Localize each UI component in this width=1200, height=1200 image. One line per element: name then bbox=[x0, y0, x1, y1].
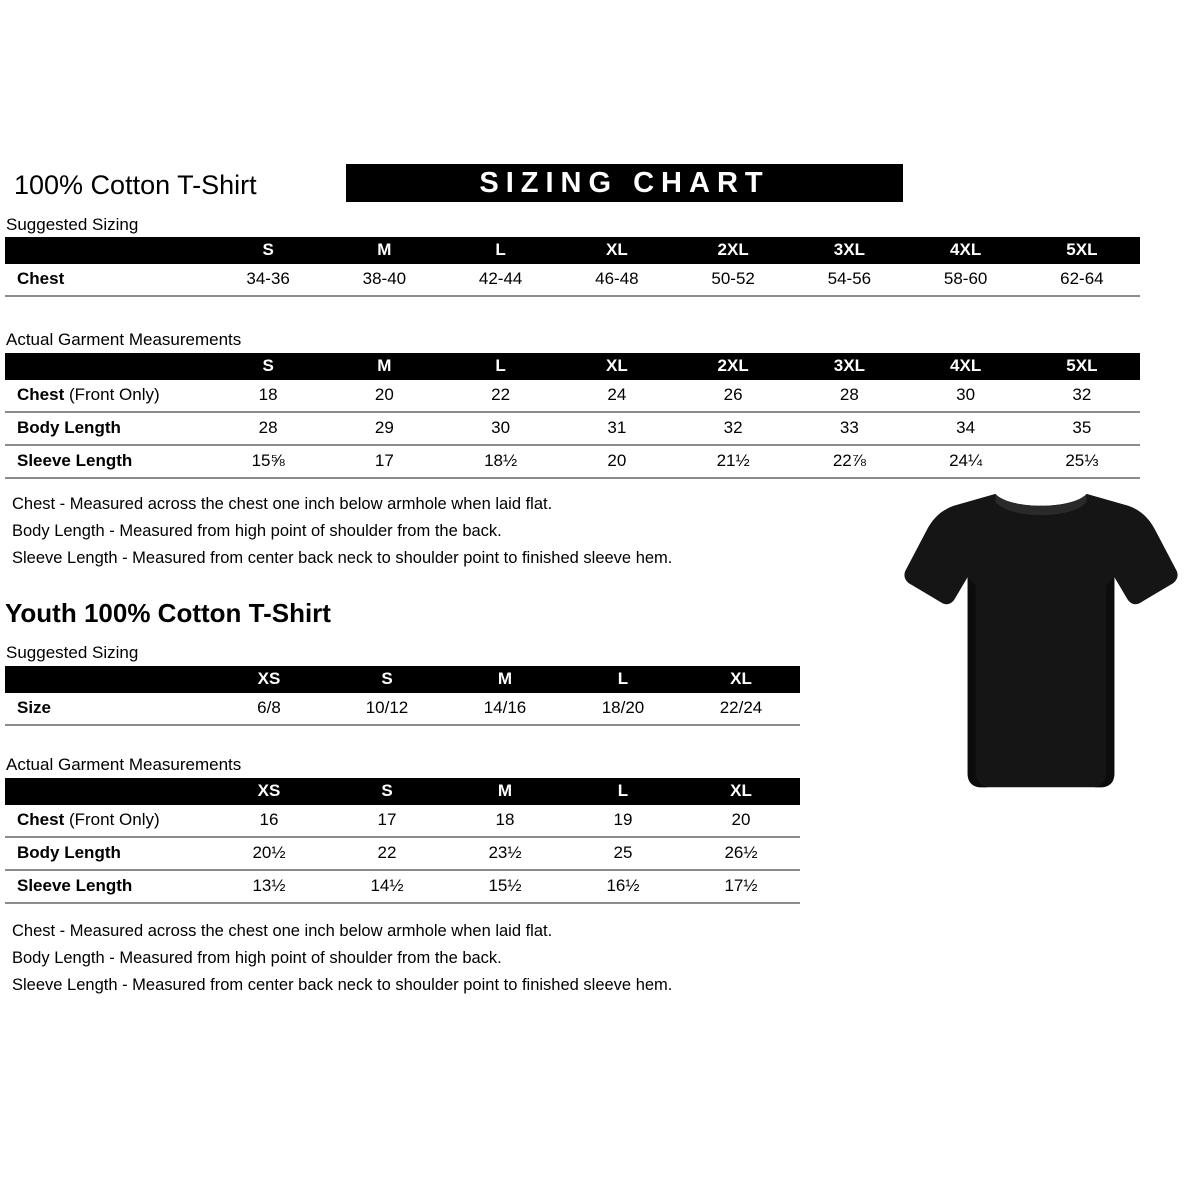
value-cell: 26 bbox=[675, 380, 791, 412]
table-row-body-length bbox=[5, 837, 800, 870]
value-cell: 30 bbox=[443, 412, 559, 445]
adult-actual-measurements-label: Actual Garment Measurements bbox=[6, 330, 242, 349]
value-cell: 19 bbox=[564, 805, 682, 837]
corner-cell bbox=[5, 666, 210, 693]
sizing-chart-banner-label: SIZING CHART bbox=[479, 166, 770, 199]
value-cell: 6/8 bbox=[210, 693, 328, 725]
value-cell: 28 bbox=[791, 380, 907, 412]
size-col-header-5xl: 5XL bbox=[1024, 353, 1140, 380]
value-cell: 18/20 bbox=[564, 693, 682, 725]
size-col-header-s: S bbox=[328, 666, 446, 693]
note-sleeve-length: Sleeve Length - Measured from center back neck to shoulder point to finished sleeve hem. bbox=[12, 549, 673, 567]
size-col-header-m: M bbox=[446, 778, 564, 805]
value-cell: 29 bbox=[326, 412, 442, 445]
youth-actual-measurements-table bbox=[5, 778, 800, 904]
size-col-header-m: M bbox=[326, 237, 442, 264]
size-col-header-xs: XS bbox=[210, 666, 328, 693]
row-label-sleeve-length: Sleeve Length bbox=[5, 870, 210, 903]
row-label-note: (Front Only) bbox=[68, 385, 160, 404]
row-label-body-length: Body Length bbox=[5, 837, 210, 870]
value-cell: 16½ bbox=[564, 870, 682, 903]
table-row-chest bbox=[5, 264, 1140, 296]
value-cell: 31 bbox=[559, 412, 675, 445]
youth-measurement-notes bbox=[12, 918, 1200, 999]
value-cell: 17 bbox=[328, 805, 446, 837]
corner-cell bbox=[5, 353, 210, 380]
value-cell: 20 bbox=[682, 805, 800, 837]
row-label-text: Chest bbox=[17, 810, 65, 829]
size-col-header-3xl: 3XL bbox=[791, 237, 907, 264]
note-chest: Chest - Measured across the chest one inch below armhole when laid flat. bbox=[12, 495, 553, 513]
note-body-length: Body Length - Measured from high point of shoulder from the back. bbox=[12, 522, 502, 540]
value-cell: 15⅝ bbox=[210, 445, 326, 478]
value-cell: 26½ bbox=[682, 837, 800, 870]
black-tshirt-image bbox=[892, 476, 1190, 818]
note-chest: Chest - Measured across the chest one inch below armhole when laid flat. bbox=[12, 922, 553, 940]
table-row-sleeve-length bbox=[5, 870, 800, 903]
chest-value-s: 34-36 bbox=[210, 264, 326, 296]
chest-value-l: 42-44 bbox=[443, 264, 559, 296]
size-col-header-m: M bbox=[446, 666, 564, 693]
size-col-header-xl: XL bbox=[559, 237, 675, 264]
adult-suggested-sizing-table bbox=[5, 237, 1140, 297]
youth-actual-header-row bbox=[5, 778, 800, 805]
value-cell: 24 bbox=[559, 380, 675, 412]
page-title: 100% Cotton T-Shirt bbox=[14, 170, 257, 200]
value-cell: 13½ bbox=[210, 870, 328, 903]
adult-actual-header-row bbox=[5, 353, 1140, 380]
size-col-header-s: S bbox=[328, 778, 446, 805]
value-cell: 17 bbox=[326, 445, 442, 478]
youth-actual-measurements-label: Actual Garment Measurements bbox=[6, 755, 242, 774]
size-col-header-xl: XL bbox=[559, 353, 675, 380]
value-cell: 30 bbox=[908, 380, 1024, 412]
corner-cell bbox=[5, 237, 210, 264]
size-col-header-3xl: 3XL bbox=[791, 353, 907, 380]
tshirt-graphic bbox=[892, 476, 1190, 818]
row-label-chest-front bbox=[5, 380, 210, 412]
value-cell: 17½ bbox=[682, 870, 800, 903]
size-col-header-2xl: 2XL bbox=[675, 237, 791, 264]
header bbox=[14, 166, 1200, 208]
sizing-chart-banner bbox=[346, 164, 903, 202]
size-col-header-2xl: 2XL bbox=[675, 353, 791, 380]
row-label-chest: Chest bbox=[5, 264, 210, 296]
corner-cell bbox=[5, 778, 210, 805]
value-cell: 14/16 bbox=[446, 693, 564, 725]
table-row-chest-front bbox=[5, 380, 1140, 412]
size-col-header-m: M bbox=[326, 353, 442, 380]
youth-suggested-sizing-table bbox=[5, 666, 800, 726]
adult-actual-measurements-table bbox=[5, 353, 1140, 479]
table-row-youth-size bbox=[5, 693, 800, 725]
adult-suggested-sizing-label: Suggested Sizing bbox=[6, 215, 139, 234]
value-cell: 22 bbox=[443, 380, 559, 412]
size-col-header-xs: XS bbox=[210, 778, 328, 805]
value-cell: 15½ bbox=[446, 870, 564, 903]
chest-value-4xl: 58-60 bbox=[908, 264, 1024, 296]
value-cell: 20 bbox=[326, 380, 442, 412]
chest-value-2xl: 50-52 bbox=[675, 264, 791, 296]
value-cell: 21½ bbox=[675, 445, 791, 478]
value-cell: 25⅓ bbox=[1024, 445, 1140, 478]
value-cell: 24¼ bbox=[908, 445, 1024, 478]
row-label-sleeve-length: Sleeve Length bbox=[5, 445, 210, 478]
chest-value-m: 38-40 bbox=[326, 264, 442, 296]
table-row-sleeve-length bbox=[5, 445, 1140, 478]
row-label-chest-front bbox=[5, 805, 210, 837]
value-cell: 28 bbox=[210, 412, 326, 445]
chest-value-3xl: 54-56 bbox=[791, 264, 907, 296]
value-cell: 22⅞ bbox=[791, 445, 907, 478]
value-cell: 22 bbox=[328, 837, 446, 870]
value-cell: 14½ bbox=[328, 870, 446, 903]
youth-suggested-header-row bbox=[5, 666, 800, 693]
size-col-header-l: L bbox=[564, 666, 682, 693]
value-cell: 33 bbox=[791, 412, 907, 445]
value-cell: 20 bbox=[559, 445, 675, 478]
size-col-header-4xl: 4XL bbox=[908, 237, 1024, 264]
value-cell: 18 bbox=[210, 380, 326, 412]
size-col-header-l: L bbox=[443, 353, 559, 380]
value-cell: 18½ bbox=[443, 445, 559, 478]
chest-value-xl: 46-48 bbox=[559, 264, 675, 296]
size-col-header-s: S bbox=[210, 237, 326, 264]
value-cell: 22/24 bbox=[682, 693, 800, 725]
size-col-header-4xl: 4XL bbox=[908, 353, 1024, 380]
value-cell: 34 bbox=[908, 412, 1024, 445]
value-cell: 20½ bbox=[210, 837, 328, 870]
value-cell: 23½ bbox=[446, 837, 564, 870]
chest-value-5xl: 62-64 bbox=[1024, 264, 1140, 296]
value-cell: 32 bbox=[675, 412, 791, 445]
value-cell: 32 bbox=[1024, 380, 1140, 412]
size-col-header-l: L bbox=[443, 237, 559, 264]
adult-suggested-header-row bbox=[5, 237, 1140, 264]
size-col-header-5xl: 5XL bbox=[1024, 237, 1140, 264]
table-row-body-length bbox=[5, 412, 1140, 445]
youth-section-title: Youth 100% Cotton T-Shirt bbox=[5, 598, 331, 628]
value-cell: 25 bbox=[564, 837, 682, 870]
youth-suggested-sizing-label: Suggested Sizing bbox=[6, 643, 139, 662]
note-sleeve-length: Sleeve Length - Measured from center back neck to shoulder point to finished sleeve hem. bbox=[12, 976, 673, 994]
value-cell: 18 bbox=[446, 805, 564, 837]
table-row-chest-front bbox=[5, 805, 800, 837]
size-col-header-xl: XL bbox=[682, 778, 800, 805]
size-col-header-xl: XL bbox=[682, 666, 800, 693]
size-col-header-l: L bbox=[564, 778, 682, 805]
value-cell: 35 bbox=[1024, 412, 1140, 445]
size-col-header-s: S bbox=[210, 353, 326, 380]
row-label-text: Chest bbox=[17, 385, 65, 404]
row-label-size: Size bbox=[5, 693, 210, 725]
value-cell: 10/12 bbox=[328, 693, 446, 725]
row-label-note: (Front Only) bbox=[68, 810, 160, 829]
value-cell: 16 bbox=[210, 805, 328, 837]
note-body-length: Body Length - Measured from high point of shoulder from the back. bbox=[12, 949, 502, 967]
row-label-body-length: Body Length bbox=[5, 412, 210, 445]
